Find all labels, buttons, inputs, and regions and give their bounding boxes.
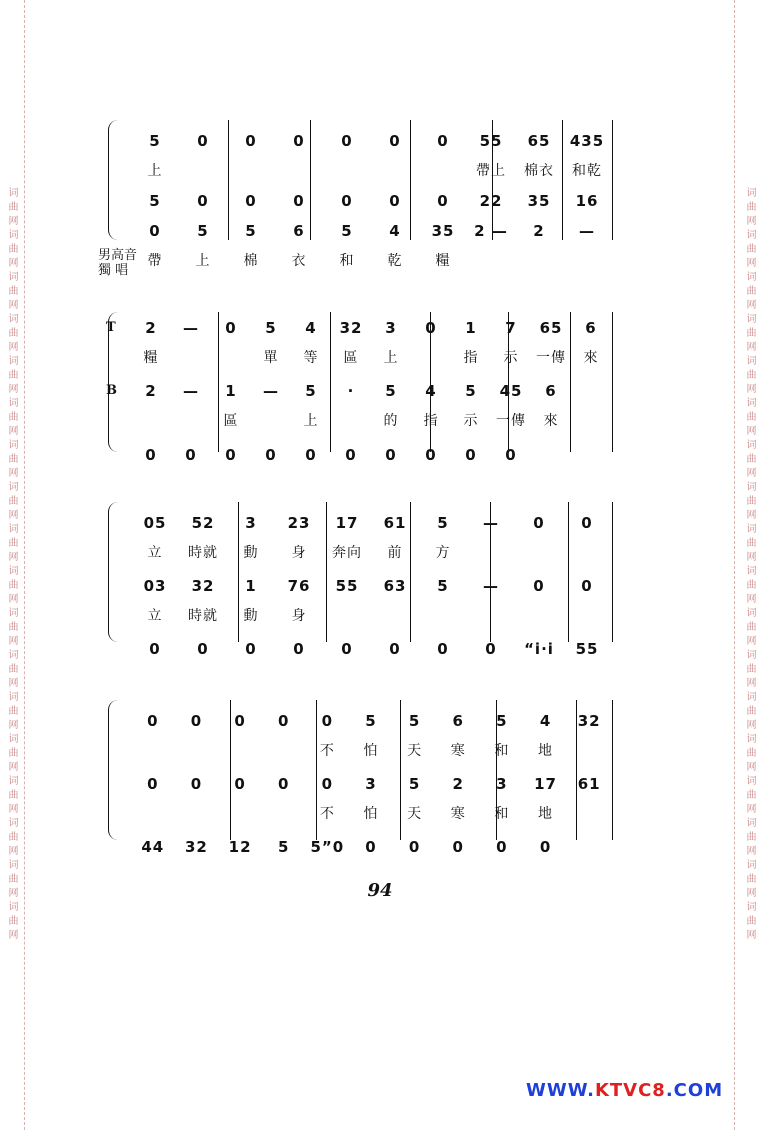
note-cell: — — [483, 577, 499, 595]
note-cell: — — [579, 222, 595, 240]
note-cell: 4 — [389, 222, 401, 240]
note-cell: 0 — [539, 838, 552, 856]
lyric-cell: 和 — [494, 806, 510, 822]
lyric-cell: 糧 — [435, 253, 451, 269]
voice-label: B — [106, 383, 117, 398]
note-cell: 0 — [389, 640, 401, 658]
side-divider-left — [24, 0, 26, 1130]
lyric-cell — [420, 605, 466, 627]
lyric-cell: 立 — [147, 608, 163, 624]
lyric-cell: 乾 — [387, 253, 403, 269]
note-cell: 0 — [408, 838, 421, 856]
note-cell: 5 — [408, 712, 421, 730]
note-cell: 1 — [465, 319, 477, 337]
note-cell: 0 — [437, 192, 449, 210]
note-cell: 5 — [197, 222, 209, 240]
note-cell: 0 — [149, 222, 161, 240]
lyric-cell: 上 — [303, 413, 319, 429]
note-cell: 45 — [499, 382, 523, 400]
note-cell: 65 — [527, 132, 551, 150]
side-watermark-left: 词曲网词曲网词曲网词曲网词曲网词曲网词曲网词曲网词曲网词曲网词曲网词曲网词曲网词曲网词曲网词曲网词曲网词曲网 — [6, 187, 17, 943]
lyric-cell — [252, 410, 290, 432]
note-cell: 0 — [190, 712, 203, 730]
note-cell: 0 — [245, 192, 257, 210]
score-system — [100, 700, 620, 860]
lyric-cell: 動 — [243, 545, 259, 561]
note-cell: 5 — [496, 712, 508, 730]
lyric-cell: 帶上 — [476, 163, 506, 179]
note-cell: 65 — [539, 319, 563, 337]
note-cell: 17 — [534, 775, 557, 793]
lyric-row — [130, 347, 620, 369]
lyric-cell — [172, 410, 210, 432]
note-cell: — — [483, 514, 499, 532]
lyric-row — [130, 605, 620, 627]
notation-row — [130, 444, 620, 466]
lyric-row — [130, 410, 620, 432]
lyric-cell: 和 — [339, 253, 355, 269]
lyric-cell: 區 — [223, 413, 239, 429]
lyric-cell — [468, 605, 514, 627]
lyric-cell — [468, 250, 514, 272]
watermark-prefix: WWW. — [526, 1080, 595, 1101]
note-cell: 23 — [287, 514, 311, 532]
system-bracket — [108, 700, 123, 840]
lyric-cell: 不 — [319, 806, 335, 822]
note-cell: 0 — [321, 775, 334, 793]
note-cell: 12 — [228, 838, 252, 856]
lyric-cell: 和乾 — [572, 163, 602, 179]
note-cell — [572, 444, 610, 466]
lyric-cell: 糧 — [143, 350, 159, 366]
lyric-cell — [568, 740, 610, 762]
note-cell: 5 — [341, 222, 353, 240]
note-cell: 0 — [185, 446, 197, 464]
side-watermark-right: 词曲网词曲网词曲网词曲网词曲网词曲网词曲网词曲网词曲网词曲网词曲网词曲网词曲网词曲网词曲网词曲网词曲网词曲网 — [744, 187, 755, 943]
lyric-cell: 一傳 — [536, 350, 566, 366]
note-cell: — — [183, 319, 199, 337]
lyric-row — [130, 160, 620, 182]
system-bracket — [108, 120, 123, 240]
note-cell: 0 — [452, 838, 464, 856]
note-cell: 0 — [278, 712, 290, 730]
note-cell: 0 — [147, 775, 159, 793]
note-cell: 5 — [437, 577, 449, 595]
note-cell: — — [183, 382, 199, 400]
lyric-cell — [219, 740, 261, 762]
notation-row — [130, 836, 620, 858]
note-cell: 0 — [485, 640, 497, 658]
note-cell: 0 — [437, 640, 449, 658]
lyric-cell — [132, 740, 174, 762]
lyric-cell — [176, 803, 218, 825]
note-cell: 2 — [145, 382, 157, 400]
lyric-cell: 的 — [383, 413, 399, 429]
note-cell: 0 — [389, 192, 401, 210]
note-cell: 2 — — [474, 222, 508, 240]
notation-row — [130, 380, 620, 402]
note-cell: 76 — [287, 577, 311, 595]
lyric-cell: 地 — [538, 806, 554, 822]
note-cell: 3 — [385, 319, 397, 337]
score-system — [100, 502, 620, 662]
notation-row — [130, 773, 620, 795]
note-cell: 0 — [345, 446, 357, 464]
lyric-cell — [176, 740, 218, 762]
note-cell: 52 — [191, 514, 215, 532]
lyric-cell: 寒 — [450, 806, 466, 822]
note-cell: 0 — [389, 132, 401, 150]
notation-row — [130, 575, 620, 597]
note-cell: 0 — [385, 446, 397, 464]
lyric-cell: 區 — [343, 350, 359, 366]
note-cell: 44 — [141, 838, 165, 856]
note-cell: 32 — [185, 838, 208, 856]
note-cell: 0 — [465, 446, 477, 464]
note-cell — [532, 444, 570, 466]
note-cell: 0 — [197, 192, 209, 210]
solo-voice-label-line: 男高音 — [98, 248, 138, 263]
note-cell: 0 — [533, 514, 545, 532]
lyric-cell: 天 — [407, 806, 423, 822]
note-cell: 55 — [575, 640, 599, 658]
note-cell: 0 — [581, 577, 593, 595]
note-cell — [572, 380, 610, 402]
note-cell: 5 — [465, 382, 477, 400]
note-cell: 0 — [197, 640, 209, 658]
note-cell: 17 — [335, 514, 359, 532]
lyric-cell: 怕 — [363, 806, 379, 822]
notation-row — [130, 638, 620, 660]
lyric-cell: 等 — [303, 350, 319, 366]
note-cell: 0 — [147, 712, 159, 730]
note-cell: 5”0 — [310, 838, 345, 856]
lyric-cell: 棉衣 — [524, 163, 554, 179]
note-cell: 2 — [533, 222, 545, 240]
lyric-cell — [516, 605, 562, 627]
lyric-row — [130, 542, 620, 564]
note-cell: 0 — [293, 192, 305, 210]
notation-row — [130, 130, 620, 152]
lyric-cell: 不 — [319, 743, 335, 759]
watermark-suffix: .COM — [665, 1080, 724, 1101]
lyric-cell: 一傳 — [496, 413, 526, 429]
lyric-cell: 地 — [538, 743, 554, 759]
site-watermark — [526, 1080, 723, 1101]
lyric-cell — [372, 160, 418, 182]
lyric-cell: 指 — [423, 413, 439, 429]
note-cell: 6 — [585, 319, 597, 337]
note-cell: 0 — [293, 132, 305, 150]
score-system — [98, 120, 620, 278]
lyric-cell — [572, 410, 610, 432]
lyric-cell — [276, 160, 322, 182]
lyric-cell — [172, 347, 210, 369]
score-system — [100, 312, 620, 472]
lyric-cell — [219, 803, 261, 825]
lyric-cell: 前 — [387, 545, 403, 561]
notation-row — [130, 220, 620, 242]
lyric-cell — [564, 250, 610, 272]
note-cell: 0 — [225, 446, 237, 464]
lyric-cell: 身 — [291, 545, 307, 561]
note-cell: 3 — [365, 775, 377, 793]
lyric-cell: 身 — [291, 608, 307, 624]
notation-row — [130, 710, 620, 732]
note-cell: 0 — [321, 712, 334, 730]
lyric-cell — [180, 160, 226, 182]
note-cell: 0 — [278, 775, 290, 793]
note-cell: 4 — [539, 712, 552, 730]
note-cell: 6 — [545, 382, 557, 400]
note-cell: 5 — [408, 775, 421, 793]
note-cell: 5 — [265, 319, 277, 337]
page-number: 94 — [367, 880, 393, 901]
note-cell: 0 — [341, 640, 353, 658]
note-cell: 0 — [437, 132, 449, 150]
note-cell: 2 — [452, 775, 464, 793]
lyric-cell: 寒 — [450, 743, 466, 759]
lyric-cell: 上 — [147, 163, 163, 179]
note-cell: 0 — [496, 838, 508, 856]
note-cell: 55 — [335, 577, 359, 595]
notation-row — [130, 190, 620, 212]
note-cell: 05 — [143, 514, 167, 532]
note-cell: 32 — [339, 319, 363, 337]
note-cell: 5 — [305, 382, 317, 400]
note-cell: 16 — [575, 192, 599, 210]
lyric-row — [130, 803, 620, 825]
note-cell: “i·i — [524, 640, 554, 658]
note-cell: 0 — [190, 775, 203, 793]
note-cell: 0 — [293, 640, 305, 658]
lyric-cell — [228, 160, 274, 182]
note-cell: 61 — [577, 775, 601, 793]
note-cell: 2 — [145, 319, 157, 337]
note-cell: 0 — [425, 319, 437, 337]
note-cell: 435 — [569, 132, 605, 150]
lyric-cell: 奔向 — [332, 545, 362, 561]
lyric-cell — [324, 160, 370, 182]
lyric-cell — [516, 250, 562, 272]
lyric-cell: 上 — [195, 253, 211, 269]
lyric-cell: 示 — [463, 413, 479, 429]
lyric-cell — [420, 160, 466, 182]
solo-voice-label-line: 獨 唱 — [98, 263, 129, 278]
note-cell: 5 — [385, 382, 397, 400]
note-cell: 4 — [305, 319, 317, 337]
note-cell: 6 — [293, 222, 305, 240]
note-cell: 0 — [245, 132, 257, 150]
note-cell: 0 — [341, 192, 353, 210]
note-cell: 5 — [149, 192, 161, 210]
lyric-cell: 來 — [583, 350, 599, 366]
note-cell: 5 — [437, 514, 449, 532]
note-cell — [568, 836, 610, 858]
note-cell: 5 — [149, 132, 161, 150]
note-cell: 0 — [341, 132, 353, 150]
lyric-cell — [332, 410, 370, 432]
lyric-cell — [212, 347, 250, 369]
note-cell: 1 — [225, 382, 237, 400]
lyric-cell: 來 — [543, 413, 559, 429]
lyric-cell — [468, 542, 514, 564]
lyric-cell: 怕 — [363, 743, 379, 759]
note-cell: 0 — [265, 446, 277, 464]
lyric-cell: 帶 — [147, 253, 163, 269]
note-cell: 0 — [365, 838, 377, 856]
side-divider-right — [734, 0, 736, 1130]
note-cell: — — [263, 382, 279, 400]
note-cell: 0 — [581, 514, 593, 532]
lyric-cell: 時就 — [188, 545, 218, 561]
lyric-cell — [372, 605, 418, 627]
lyric-row — [130, 250, 620, 272]
note-cell: 0 — [533, 577, 545, 595]
note-cell: 32 — [577, 712, 601, 730]
lyric-cell — [564, 605, 610, 627]
notation-row — [130, 512, 620, 534]
note-cell: 3 — [245, 514, 257, 532]
lyric-cell: 動 — [243, 608, 259, 624]
note-cell: 5 — [278, 838, 290, 856]
note-cell: 0 — [505, 446, 517, 464]
note-cell: 0 — [149, 640, 161, 658]
note-cell: 35 — [527, 192, 551, 210]
note-cell: · — [347, 382, 355, 400]
note-cell: 1 — [245, 577, 257, 595]
notation-row — [130, 317, 620, 339]
lyric-cell: 上 — [383, 350, 399, 366]
note-cell: 0 — [305, 446, 317, 464]
lyric-cell: 時就 — [188, 608, 218, 624]
lyric-cell — [132, 410, 170, 432]
note-cell: 63 — [383, 577, 407, 595]
lyric-cell — [132, 803, 174, 825]
lyric-cell — [516, 542, 562, 564]
note-cell: 32 — [191, 577, 215, 595]
lyric-cell: 示 — [503, 350, 519, 366]
lyric-cell: 單 — [263, 350, 279, 366]
lyric-cell — [412, 347, 450, 369]
note-cell: 35 — [431, 222, 455, 240]
lyric-cell: 和 — [494, 743, 510, 759]
lyric-cell — [568, 803, 610, 825]
note-cell: 4 — [425, 382, 437, 400]
note-cell: 5 — [245, 222, 257, 240]
lyric-cell — [263, 740, 305, 762]
system-bracket — [108, 502, 123, 642]
note-cell: 0 — [197, 132, 209, 150]
lyric-cell: 方 — [435, 545, 451, 561]
solo-voice-label — [98, 248, 137, 278]
note-cell: 0 — [234, 712, 246, 730]
note-cell: 61 — [383, 514, 407, 532]
note-cell: 5 — [365, 712, 377, 730]
lyric-cell — [564, 542, 610, 564]
note-cell: 6 — [452, 712, 464, 730]
lyric-row — [130, 740, 620, 762]
watermark-brand: KTVC8 — [594, 1080, 666, 1101]
note-cell: 3 — [496, 775, 508, 793]
note-cell: 0 — [245, 640, 257, 658]
lyric-cell: 立 — [147, 545, 163, 561]
lyric-cell: 天 — [407, 743, 423, 759]
note-cell: 0 — [234, 775, 246, 793]
note-cell: 03 — [143, 577, 167, 595]
lyric-cell: 衣 — [291, 253, 307, 269]
note-cell: 0 — [145, 446, 157, 464]
note-cell: 55 — [479, 132, 503, 150]
note-cell: 0 — [425, 446, 437, 464]
lyric-cell: 指 — [463, 350, 479, 366]
note-cell: 7 — [505, 319, 517, 337]
lyric-cell: 棉 — [243, 253, 259, 269]
note-cell: 22 — [479, 192, 503, 210]
lyric-cell — [263, 803, 305, 825]
lyric-cell — [324, 605, 370, 627]
voice-label: T — [106, 320, 116, 335]
note-cell: 0 — [225, 319, 237, 337]
